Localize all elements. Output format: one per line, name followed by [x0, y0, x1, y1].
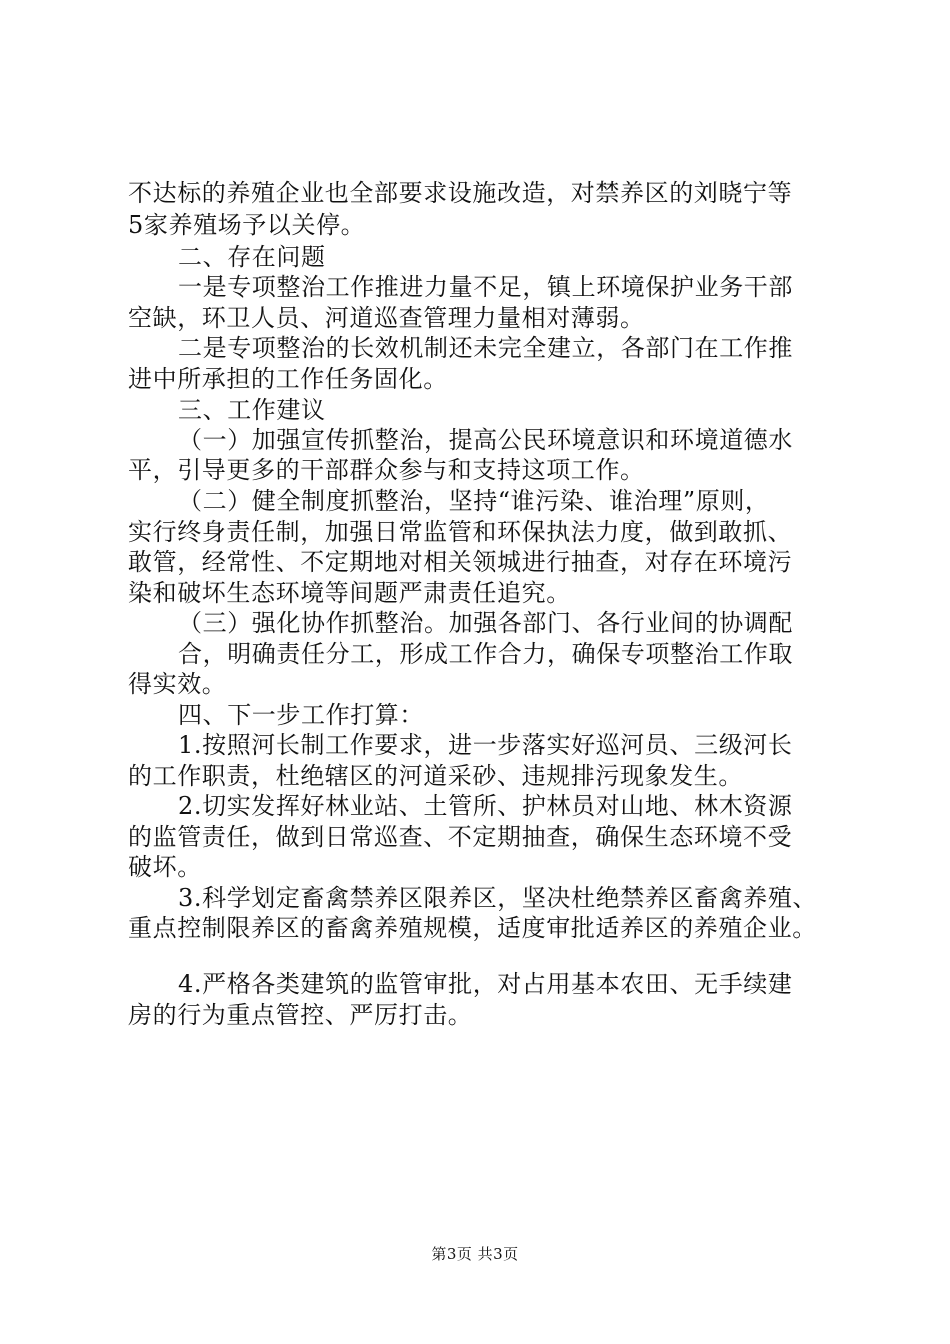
text-line: 破坏。	[128, 853, 202, 881]
text-line: 空缺，环卫人员、河道巡查管理力量相对薄弱。	[128, 304, 645, 332]
text-line: 一是专项整治工作推进力量不足，镇上环境保护业务干部	[178, 273, 793, 301]
text-line: 不达标的养殖企业也全部要求设施改造，对禁养区的刘晓宁等	[128, 179, 793, 207]
text-line: 实行终身责任制，加强日常监管和环保执法力度，做到敢抓、	[128, 518, 793, 546]
text-line: 合，明确责任分工，形成工作合力，确保专项整治工作取	[178, 640, 793, 668]
text-line: 房的行为重点管控、严厉打击。	[128, 1001, 473, 1029]
text-line: 的监管责任，做到日常巡查、不定期抽查，确保生态环境不受	[128, 823, 793, 851]
text-line: 1.按照河长制工作要求，进一步落实好巡河员、三级河长	[178, 731, 793, 759]
section-heading: 二、存在问题	[178, 243, 326, 271]
text-line: （二）健全制度抓整治，坚持“谁污染、谁治理”原则，	[178, 487, 770, 515]
text-line: （一）加强宣传抓整治，提高公民环境意识和环境道德水	[178, 426, 793, 454]
text-line: 3.科学划定畜禽禁养区限养区，坚决杜绝禁养区畜禽养殖、	[178, 884, 818, 912]
text-line: 5家养殖场予以关停。	[128, 211, 366, 239]
text-line: 二是专项整治的长效机制还未完全建立，各部门在工作推	[178, 334, 793, 362]
text-line: 的工作职责，杜绝辖区的河道采砂、违规排污现象发生。	[128, 762, 743, 790]
text-line: 进中所承担的工作任务固化。	[128, 365, 448, 393]
text-line: （三）强化协作抓整治。加强各部门、各行业间的协调配	[178, 609, 793, 637]
text-line: 染和破坏生态环境等间题严肃责任追究。	[128, 579, 571, 607]
section-heading: 四、下一步工作打算：	[178, 701, 424, 729]
text-line: 敢管，经常性、不定期地对相关领城进行抽查，对存在环境污	[128, 548, 793, 576]
text-line: 2.切实发挥好林业站、土管所、护林员对山地、林木资源	[178, 792, 793, 820]
section-heading: 三、工作建议	[178, 396, 326, 424]
text-line: 重点控制限养区的畜禽养殖规模，适度审批适养区的养殖企业。	[128, 914, 817, 942]
text-line: 平，引导更多的干部群众参与和支持这项工作。	[128, 456, 645, 484]
text-line: 得实效。	[128, 670, 227, 698]
page-footer: 第3页 共3页	[431, 1245, 519, 1263]
text-line: 4.严格各类建筑的监管审批，对占用基本农田、无手续建	[178, 970, 793, 998]
